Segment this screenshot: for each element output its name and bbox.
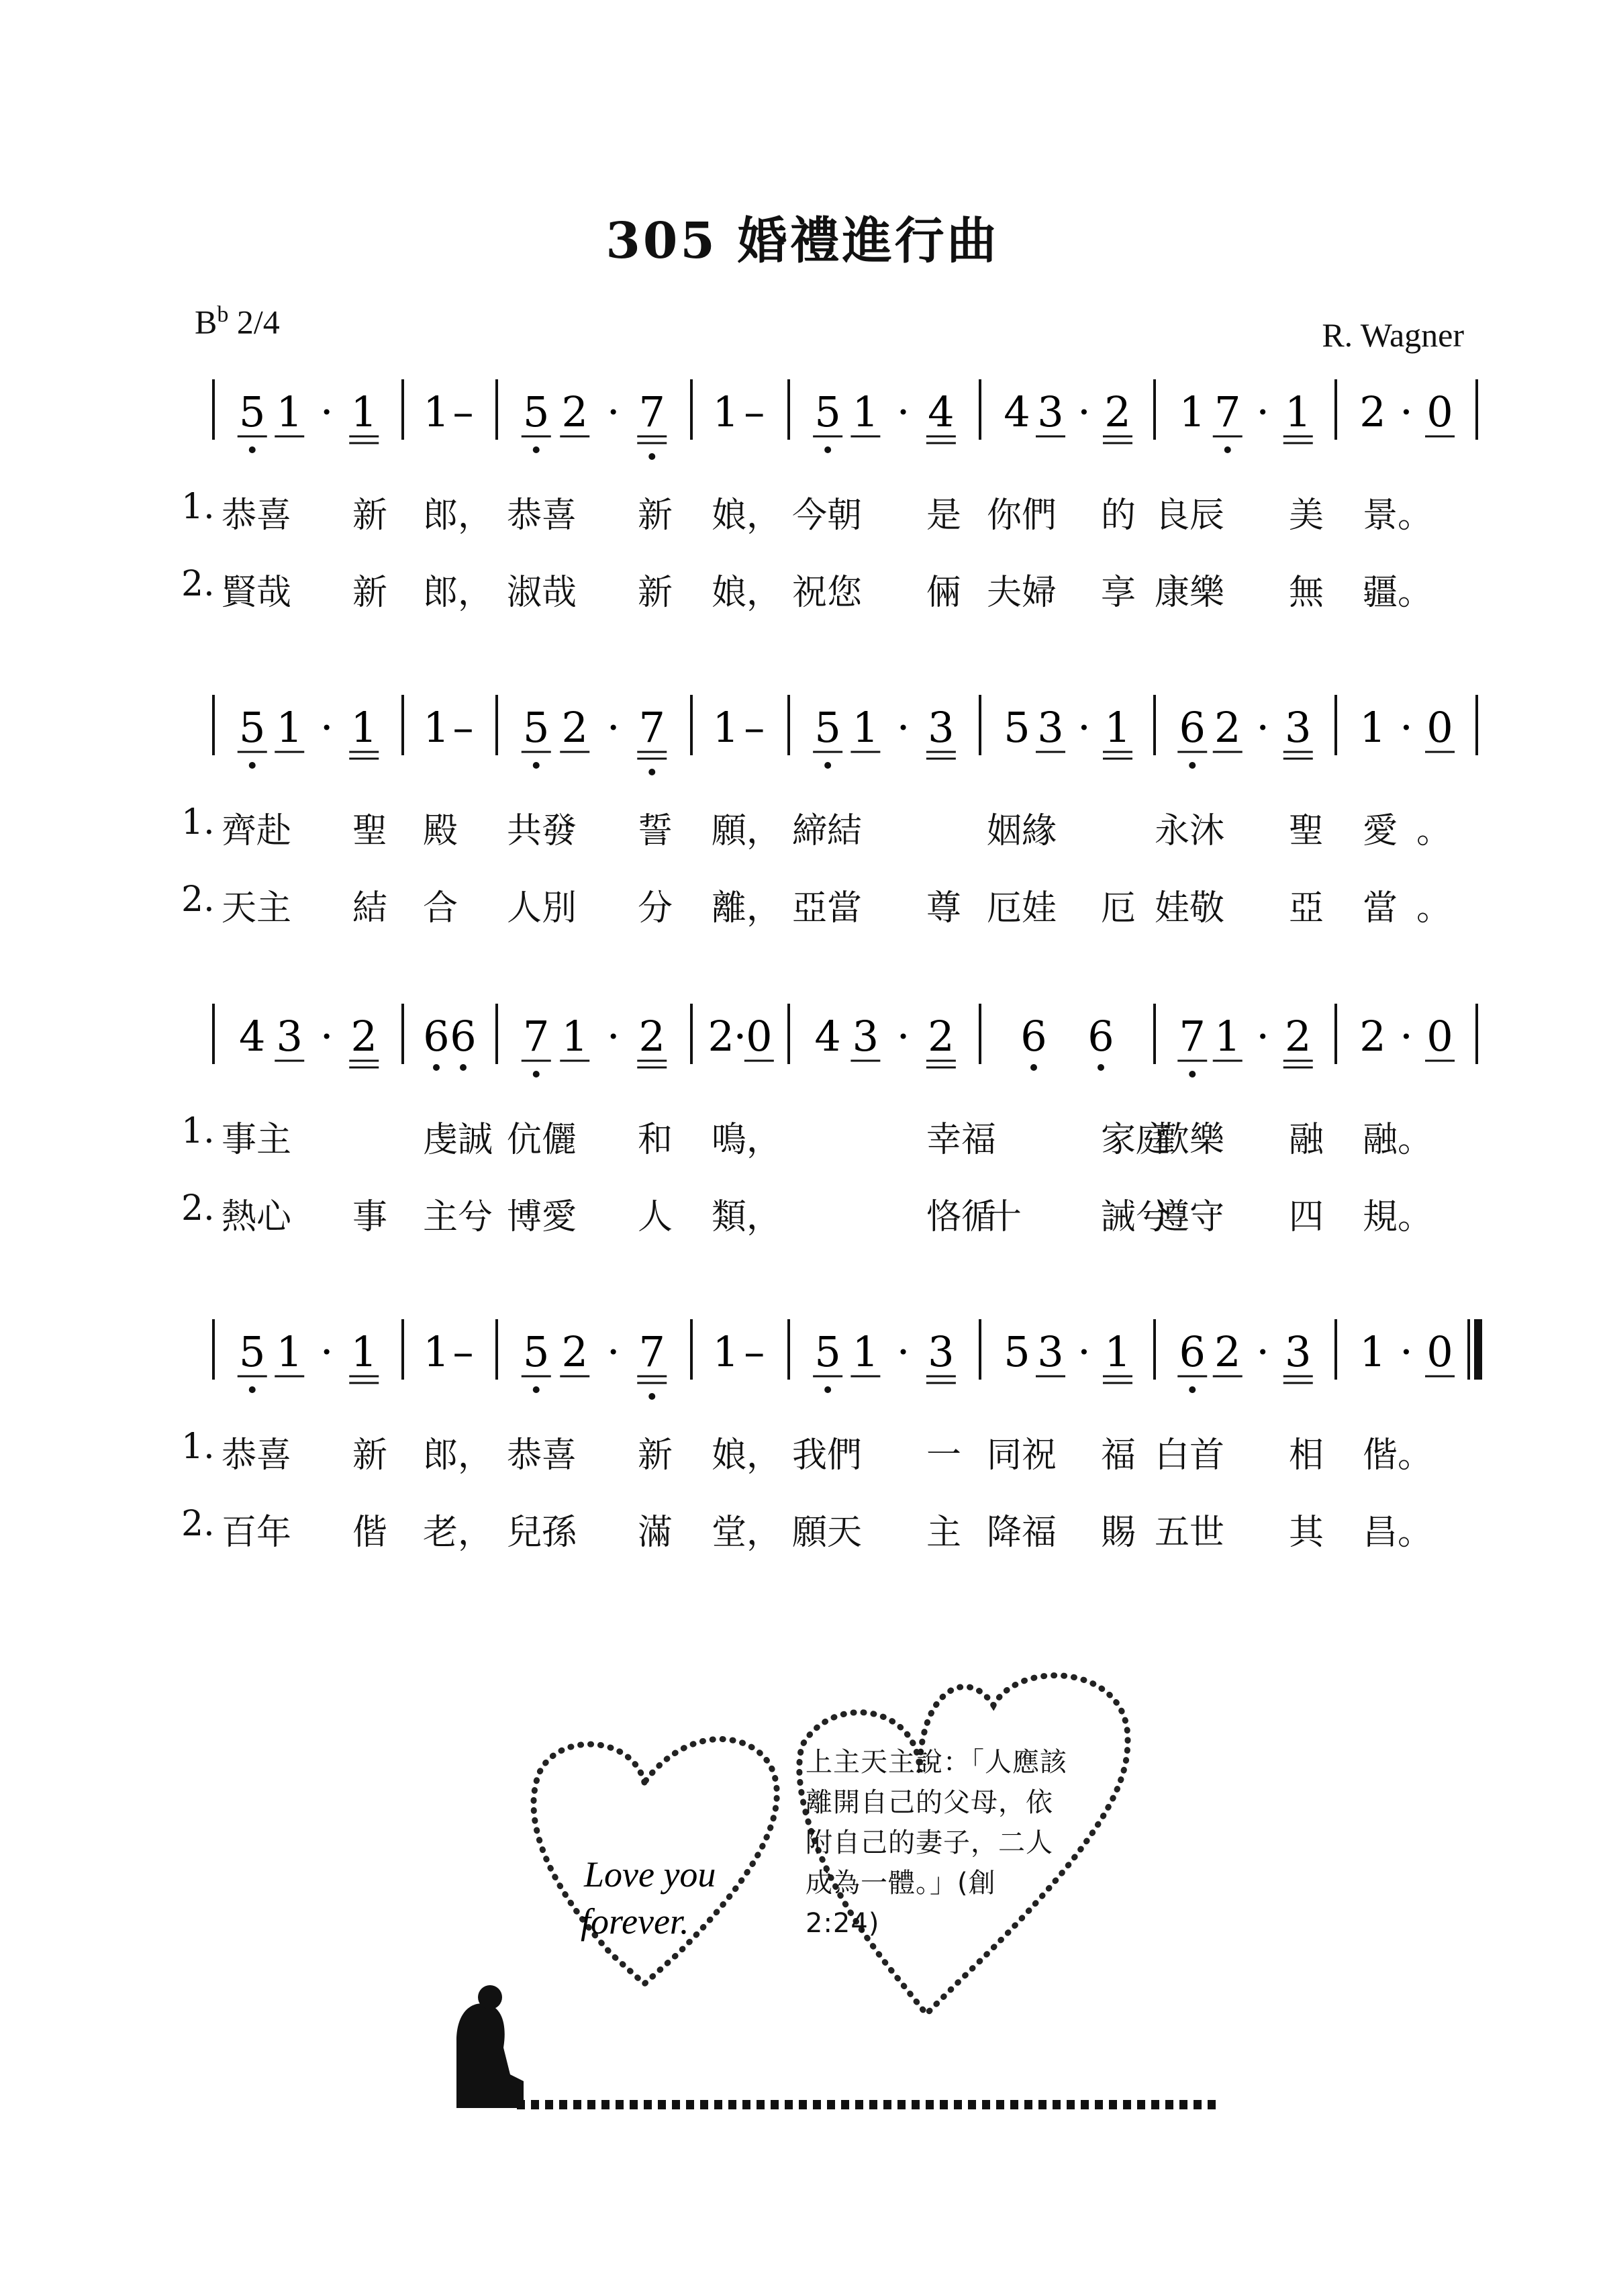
- note-digit: 5: [814, 703, 841, 752]
- lyric-syllable: 百年: [222, 1513, 292, 1553]
- verse-number: 2.: [181, 879, 215, 920]
- lyric-syllable: 今朝: [792, 495, 863, 536]
- lyric-syllable: 一: [926, 1435, 962, 1476]
- notation-row: [0, 691, 1605, 779]
- lyric-verse-1: [0, 1427, 1605, 1474]
- note-digit: 3: [1037, 1327, 1064, 1376]
- lyric-syllable: 願天: [792, 1513, 863, 1553]
- dash: –: [744, 387, 765, 436]
- lyric-syllable: 滿: [638, 1513, 673, 1553]
- lyric-syllable: 你們: [987, 495, 1057, 536]
- music-system: [0, 1000, 1605, 1269]
- lyric-syllable: 合: [423, 888, 458, 928]
- lyric-verse-2: [0, 1188, 1605, 1235]
- octave-dot-below: [249, 446, 256, 453]
- note-digit: 6: [1020, 1012, 1047, 1061]
- note-digit: 1: [350, 703, 377, 752]
- lyric-syllable: 其: [1289, 1513, 1324, 1553]
- note-digit: 0: [746, 1012, 773, 1061]
- augmentation-dot: ·: [1077, 1327, 1091, 1376]
- octave-dot-below: [533, 446, 540, 453]
- lyric-syllable: 福: [1101, 1435, 1136, 1476]
- lyric-syllable: 事: [352, 1197, 388, 1237]
- octave-dot-below: [533, 1386, 540, 1393]
- note-digit: 2: [1104, 387, 1131, 436]
- lyric-syllable: 祝您: [792, 573, 863, 613]
- note-digit: 3: [928, 703, 955, 752]
- augmentation-dot: ·: [606, 703, 620, 752]
- lyric-syllable: 主: [926, 1513, 962, 1553]
- lyric-syllable: 恪循: [926, 1197, 997, 1237]
- lyric-syllable: 五世: [1155, 1513, 1225, 1553]
- note-digit: 6: [1179, 1327, 1206, 1376]
- augmentation-dot: ·: [1400, 387, 1413, 436]
- octave-dot-below: [460, 1064, 467, 1071]
- augmentation-dot: ·: [320, 1012, 334, 1061]
- lyric-syllable: 新: [638, 573, 673, 613]
- note-digit: 7: [638, 387, 665, 436]
- key-accidental: b: [217, 302, 229, 327]
- music-system: [0, 691, 1605, 960]
- lyric-syllable: 當: [1363, 888, 1398, 928]
- key-note: B: [195, 303, 217, 341]
- lyric-syllable: 良辰: [1155, 495, 1225, 536]
- note-digit: 2: [1285, 1012, 1312, 1061]
- octave-dot-below: [1098, 1064, 1104, 1071]
- note-digit: 0: [1426, 1327, 1453, 1376]
- lyric-verse-1: [0, 802, 1605, 849]
- lyric-syllable: 相: [1289, 1435, 1324, 1476]
- note-digit: 1: [423, 1327, 450, 1376]
- note-digit: 6: [1179, 703, 1206, 752]
- composer: R. Wagner: [1322, 316, 1464, 354]
- octave-dot-below: [533, 1071, 540, 1078]
- octave-dot-below: [1224, 446, 1231, 453]
- lyric-syllable: 享: [1101, 573, 1136, 613]
- lyric-syllable: 昌。: [1363, 1513, 1433, 1553]
- lyric-syllable: 事主: [222, 1120, 292, 1160]
- lyric-syllable: 締結: [792, 811, 863, 851]
- music-system: [0, 376, 1605, 644]
- lyric-syllable: 永沐: [1155, 811, 1225, 851]
- note-digit: 1: [712, 1327, 739, 1376]
- augmentation-dot: ·: [733, 1012, 747, 1061]
- lyric-syllable: 偕。: [1363, 1435, 1433, 1476]
- note-digit: 1: [712, 387, 739, 436]
- lyric-syllable: 愛: [1363, 811, 1398, 851]
- note-digit: 0: [1426, 1012, 1453, 1061]
- verse-number: 2.: [181, 1504, 215, 1544]
- note-digit: 1: [1359, 703, 1386, 752]
- octave-dot-below: [648, 1393, 655, 1400]
- note-digit: 2: [561, 703, 588, 752]
- note-digit: 0: [1426, 703, 1453, 752]
- note-digit: 1: [1214, 1012, 1241, 1061]
- lyric-syllable: 康樂: [1155, 573, 1225, 613]
- verse-number: 1.: [181, 1427, 215, 1467]
- note-digit: 1: [423, 703, 450, 752]
- lyric-syllable: 十: [987, 1197, 1022, 1237]
- lyric-syllable: 規。: [1363, 1197, 1433, 1237]
- octave-dot-below: [249, 1386, 256, 1393]
- octave-dot-below: [1189, 1386, 1196, 1393]
- octave-dot-below: [1189, 762, 1196, 769]
- lyric-syllable: 郎，: [423, 1435, 493, 1476]
- lyric-syllable: 天主: [222, 888, 292, 928]
- lyric-syllable: 虔誠: [423, 1120, 493, 1160]
- lyric-syllable: 幸福: [926, 1120, 997, 1160]
- lyric-syllable: 誓: [638, 811, 673, 851]
- note-digit: 7: [638, 703, 665, 752]
- note-digit: 1: [350, 387, 377, 436]
- note-digit: 1: [712, 703, 739, 752]
- augmentation-dot: ·: [1400, 703, 1413, 752]
- dash: –: [452, 703, 474, 752]
- note-digit: 5: [814, 387, 841, 436]
- note-digit: 1: [423, 387, 450, 436]
- lyric-syllable: 娃敬: [1155, 888, 1225, 928]
- lyric-syllable: 我們: [792, 1435, 863, 1476]
- lyric-syllable: 景。: [1363, 495, 1433, 536]
- note-digit: 1: [276, 387, 303, 436]
- note-digit: 7: [638, 1327, 665, 1376]
- note-digit: 4: [928, 387, 955, 436]
- lyric-syllable: 新: [352, 1435, 388, 1476]
- lyric-syllable: 娘，: [712, 573, 782, 613]
- note-digit: 2: [350, 1012, 377, 1061]
- lyric-syllable: 熱心: [222, 1197, 292, 1237]
- verse-number: 2.: [181, 564, 215, 604]
- note-digit: 1: [1104, 703, 1131, 752]
- lyric-syllable: 亞: [1289, 888, 1324, 928]
- note-digit: 1: [276, 703, 303, 752]
- note-digit: 2: [1214, 703, 1241, 752]
- octave-dot-below: [1189, 1071, 1196, 1078]
- augmentation-dot: ·: [896, 387, 910, 436]
- note-digit: 2: [708, 1012, 734, 1061]
- lyric-verse-1: [0, 1111, 1605, 1158]
- lyric-syllable: 同祝: [987, 1435, 1057, 1476]
- lyric-syllable: 偕: [352, 1513, 388, 1553]
- augmentation-dot: ·: [1077, 387, 1091, 436]
- lyric-syllable: 厄: [1101, 888, 1136, 928]
- love-you-text: Love you: [584, 1854, 716, 1895]
- augmentation-dot: ·: [896, 1012, 910, 1061]
- octave-dot-below: [249, 762, 256, 769]
- lyric-syllable: 賢哉: [222, 573, 292, 613]
- verse-number: 1.: [181, 1111, 215, 1151]
- lyric-syllable: 主兮: [423, 1197, 493, 1237]
- notation-row: [0, 376, 1605, 463]
- notation-row: [0, 1316, 1605, 1403]
- note-digit: 5: [239, 1327, 266, 1376]
- note-digit: 3: [852, 1012, 879, 1061]
- octave-dot-below: [648, 453, 655, 460]
- note-digit: 7: [1214, 387, 1241, 436]
- note-digit: 1: [1179, 387, 1206, 436]
- augmentation-dot: ·: [896, 1327, 910, 1376]
- dash: –: [452, 1327, 474, 1376]
- lyric-syllable: 鳴，: [712, 1120, 782, 1160]
- note-digit: 3: [276, 1012, 303, 1061]
- augmentation-dot: ·: [320, 1327, 334, 1376]
- lyric-syllable: 倆: [926, 573, 962, 613]
- lyric-syllable: 融。: [1363, 1120, 1433, 1160]
- note-digit: 6: [423, 1012, 450, 1061]
- lyric-syllable: 娘，: [712, 495, 782, 536]
- lyric-syllable: 姻緣: [987, 811, 1057, 851]
- lyric-syllable: 結: [352, 888, 388, 928]
- note-digit: 5: [1004, 1327, 1030, 1376]
- lyric-syllable: 齊赴: [222, 811, 292, 851]
- note-digit: 4: [239, 1012, 266, 1061]
- lyric-syllable: 兒孫: [507, 1513, 577, 1553]
- dash: –: [744, 703, 765, 752]
- lyric-syllable: 。: [1416, 811, 1452, 851]
- note-digit: 3: [928, 1327, 955, 1376]
- time-signature: 2/4: [236, 303, 280, 341]
- lyric-syllable: 郎，: [423, 573, 493, 613]
- lyric-syllable: 遵守: [1155, 1197, 1225, 1237]
- lyric-syllable: 殿: [423, 811, 458, 851]
- note-digit: 3: [1037, 703, 1064, 752]
- lyric-verse-2: [0, 1504, 1605, 1551]
- hymn-title: 305 婚禮進行曲: [605, 212, 1000, 270]
- lyric-syllable: 厄娃: [987, 888, 1057, 928]
- lyric-syllable: 恭喜: [222, 1435, 292, 1476]
- octave-dot-below: [824, 762, 831, 769]
- note-digit: 5: [523, 703, 550, 752]
- lyric-syllable: 郎，: [423, 495, 493, 536]
- note-digit: 6: [1087, 1012, 1114, 1061]
- octave-dot-below: [433, 1064, 440, 1071]
- verse-number: 2.: [181, 1188, 215, 1229]
- augmentation-dot: ·: [320, 387, 334, 436]
- dash: –: [452, 387, 474, 436]
- note-digit: 2: [1359, 1012, 1386, 1061]
- note-digit: 2: [928, 1012, 955, 1061]
- augmentation-dot: ·: [1256, 1327, 1270, 1376]
- lyric-syllable: 亞當: [792, 888, 863, 928]
- note-digit: 5: [523, 387, 550, 436]
- lyric-syllable: 娘，: [712, 1435, 782, 1476]
- lyric-syllable: 新: [638, 495, 673, 536]
- augmentation-dot: ·: [1400, 1012, 1413, 1061]
- lyric-verse-2: [0, 879, 1605, 926]
- lyric-syllable: 恭喜: [507, 1435, 577, 1476]
- lyric-verse-1: [0, 487, 1605, 534]
- lyric-syllable: 四: [1289, 1197, 1324, 1237]
- augmentation-dot: ·: [320, 703, 334, 752]
- lyric-syllable: 賜: [1101, 1513, 1136, 1553]
- lyric-syllable: 降福: [987, 1513, 1057, 1553]
- lyric-syllable: 恭喜: [507, 495, 577, 536]
- lyric-syllable: 歡樂: [1155, 1120, 1225, 1160]
- lyric-syllable: 美: [1289, 495, 1324, 536]
- augmentation-dot: ·: [1256, 703, 1270, 752]
- note-digit: 1: [852, 703, 879, 752]
- note-digit: 1: [561, 1012, 588, 1061]
- augmentation-dot: ·: [606, 1012, 620, 1061]
- note-digit: 3: [1037, 387, 1064, 436]
- lyric-syllable: 和: [638, 1120, 673, 1160]
- note-digit: 5: [1004, 703, 1030, 752]
- lyric-syllable: 離，: [712, 888, 782, 928]
- note-digit: 5: [239, 703, 266, 752]
- augmentation-dot: ·: [1400, 1327, 1413, 1376]
- lyric-syllable: 聖: [1289, 811, 1324, 851]
- lyric-syllable: 新: [352, 573, 388, 613]
- lyric-syllable: 尊: [926, 888, 962, 928]
- lyric-syllable: 堂，: [712, 1513, 782, 1553]
- lyric-syllable: 人: [638, 1197, 673, 1237]
- octave-dot-below: [1030, 1064, 1037, 1071]
- note-digit: 1: [1104, 1327, 1131, 1376]
- lyric-syllable: 的: [1101, 495, 1136, 536]
- note-digit: 2: [561, 387, 588, 436]
- augmentation-dot: ·: [606, 387, 620, 436]
- note-digit: 2: [561, 1327, 588, 1376]
- lyric-syllable: 恭喜: [222, 495, 292, 536]
- note-digit: 0: [1426, 387, 1453, 436]
- lyric-syllable: 新: [352, 495, 388, 536]
- lyric-syllable: 融: [1289, 1120, 1324, 1160]
- note-digit: 1: [852, 1327, 879, 1376]
- lyric-syllable: 家庭: [1101, 1120, 1171, 1160]
- lyric-syllable: 聖: [352, 811, 388, 851]
- note-digit: 2: [1359, 387, 1386, 436]
- lyric-syllable: 疆。: [1363, 573, 1433, 613]
- verse-number: 1.: [181, 487, 215, 527]
- lyric-syllable: 。: [1416, 888, 1452, 928]
- dash: –: [744, 1327, 765, 1376]
- lyric-syllable: 淑哉: [507, 573, 577, 613]
- lyric-syllable: 共發: [507, 811, 577, 851]
- note-digit: 5: [239, 387, 266, 436]
- notation-row: [0, 1000, 1605, 1088]
- forever-text: forever.: [581, 1901, 689, 1942]
- note-digit: 5: [523, 1327, 550, 1376]
- note-digit: 3: [1285, 1327, 1312, 1376]
- note-digit: 7: [523, 1012, 550, 1061]
- lyric-syllable: 願，: [712, 811, 782, 851]
- note-digit: 1: [350, 1327, 377, 1376]
- lyric-syllable: 夫婦: [987, 573, 1057, 613]
- note-digit: 1: [276, 1327, 303, 1376]
- music-system: [0, 1316, 1605, 1584]
- lyric-syllable: 博愛: [507, 1197, 577, 1237]
- augmentation-dot: ·: [896, 703, 910, 752]
- note-digit: 7: [1179, 1012, 1206, 1061]
- lyric-syllable: 類，: [712, 1197, 782, 1237]
- lyric-syllable: 老，: [423, 1513, 493, 1553]
- kneeling-figure-icon: [456, 1985, 524, 2108]
- note-digit: 4: [1004, 387, 1030, 436]
- octave-dot-below: [648, 769, 655, 775]
- augmentation-dot: ·: [1256, 387, 1270, 436]
- note-digit: 3: [1285, 703, 1312, 752]
- note-digit: 6: [450, 1012, 477, 1061]
- lyric-syllable: 誡兮: [1101, 1197, 1171, 1237]
- lyric-verse-2: [0, 564, 1605, 611]
- lyric-syllable: 無: [1289, 573, 1324, 613]
- note-digit: 2: [638, 1012, 665, 1061]
- lyric-syllable: 是: [926, 495, 962, 536]
- note-digit: 1: [1359, 1327, 1386, 1376]
- augmentation-dot: ·: [1256, 1012, 1270, 1061]
- note-digit: 1: [852, 387, 879, 436]
- note-digit: 2: [1214, 1327, 1241, 1376]
- lyric-syllable: 伉儷: [507, 1120, 577, 1160]
- lyric-syllable: 人別: [507, 888, 577, 928]
- augmentation-dot: ·: [1077, 703, 1091, 752]
- lyric-syllable: 分: [638, 888, 673, 928]
- bible-quote: 上主天主說：「人應該離開自己的父母，依附自己的妻子，二人成為一體。」(創 2:24): [806, 1747, 1067, 1939]
- augmentation-dot: ·: [606, 1327, 620, 1376]
- octave-dot-below: [824, 446, 831, 453]
- octave-dot-below: [533, 762, 540, 769]
- lyric-syllable: 新: [638, 1435, 673, 1476]
- note-digit: 4: [814, 1012, 841, 1061]
- octave-dot-below: [824, 1386, 831, 1393]
- note-digit: 5: [814, 1327, 841, 1376]
- verse-number: 1.: [181, 802, 215, 843]
- key-signature: [195, 302, 280, 342]
- lyric-syllable: 白首: [1155, 1435, 1225, 1476]
- note-digit: 1: [1285, 387, 1312, 436]
